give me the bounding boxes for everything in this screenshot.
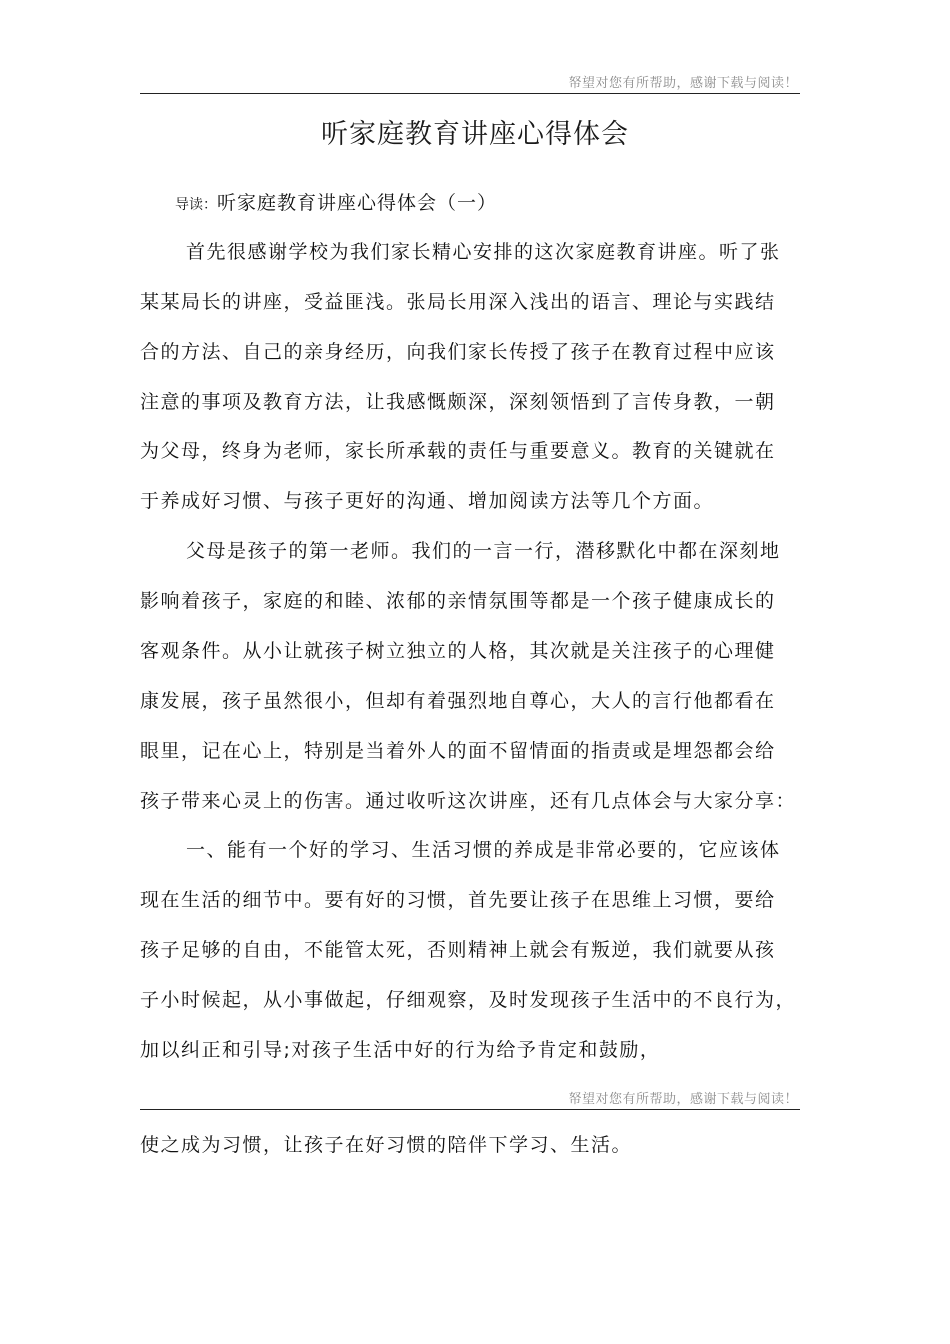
text-line: 影响着孩子，家庭的和睦、浓郁的亲情氛围等都是一个孩子健康成长的: [140, 590, 776, 612]
text-line: 首先很感谢学校为我们家长精心安排的这次家庭教育讲座。听了张: [186, 241, 781, 263]
text-line: 眼里，记在心上，特别是当着外人的面不留情面的指责或是埋怨都会给: [140, 740, 776, 762]
text-line: 加以纠正和引导;对孩子生活中好的行为给予肯定和鼓励，: [140, 1039, 661, 1061]
text-line: 注意的事项及教育方法，让我感慨颇深，深刻领悟到了言传身教，一朝: [140, 391, 776, 413]
text-line: 使之成为习惯，让孩子在好习惯的陪伴下学习、生活。: [140, 1134, 633, 1156]
header-rule: [140, 93, 800, 94]
text-line: 某某局长的讲座，受益匪浅。张局长用深入浅出的语言、理论与实践结: [140, 291, 776, 313]
text-line: 子小时候起，从小事做起，仔细观察，及时发现孩子生活中的不良行为，: [140, 989, 797, 1011]
text-line: 康发展，孩子虽然很小，但却有着强烈地自尊心，大人的言行他都看在: [140, 690, 776, 712]
header-text: 帑望对您有所帮助，感谢下载与阅读！: [568, 1092, 798, 1107]
text-line: 孩子足够的自由，不能管太死，否则精神上就会有叛逆，我们就要从孩: [140, 939, 776, 961]
subtitle-text: 听家庭教育讲座心得体会（一）: [217, 192, 498, 214]
text-line: 合的方法、自己的亲身经历，向我们家长传授了孩子在教育过程中应该: [140, 341, 776, 363]
text-line: 为父母，终身为老师，家长所承载的责任与重要意义。教育的关键就在: [140, 440, 776, 462]
text-line: 孩子带来心灵上的伤害。通过收听这次讲座，还有几点体会与大家分享：: [140, 790, 797, 812]
subtitle-prefix: 导读：: [175, 197, 217, 213]
page-header-top: [140, 72, 800, 94]
text-line: 现在生活的细节中。要有好的习惯，首先要让孩子在思维上习惯，要给: [140, 889, 776, 911]
text-line: 客观条件。从小让就孩子树立独立的人格，其次就是关注孩子的心理健: [140, 640, 776, 662]
text-line: 于养成好习惯、与孩子更好的沟通、增加阅读方法等几个方面。: [140, 490, 715, 512]
header-text: 帑望对您有所帮助，感谢下载与阅读！: [568, 76, 798, 91]
header-rule: [140, 1109, 800, 1110]
document-title: 听家庭教育讲座心得体会: [321, 119, 629, 150]
text-line: 一、能有一个好的学习、生活习惯的养成是非常必要的，它应该体: [186, 839, 781, 861]
text-line: 父母是孩子的第一老师。我们的一言一行，潜移默化中都在深刻地: [186, 540, 781, 562]
page-header-second: [140, 1088, 800, 1110]
document-subtitle: [175, 188, 497, 215]
